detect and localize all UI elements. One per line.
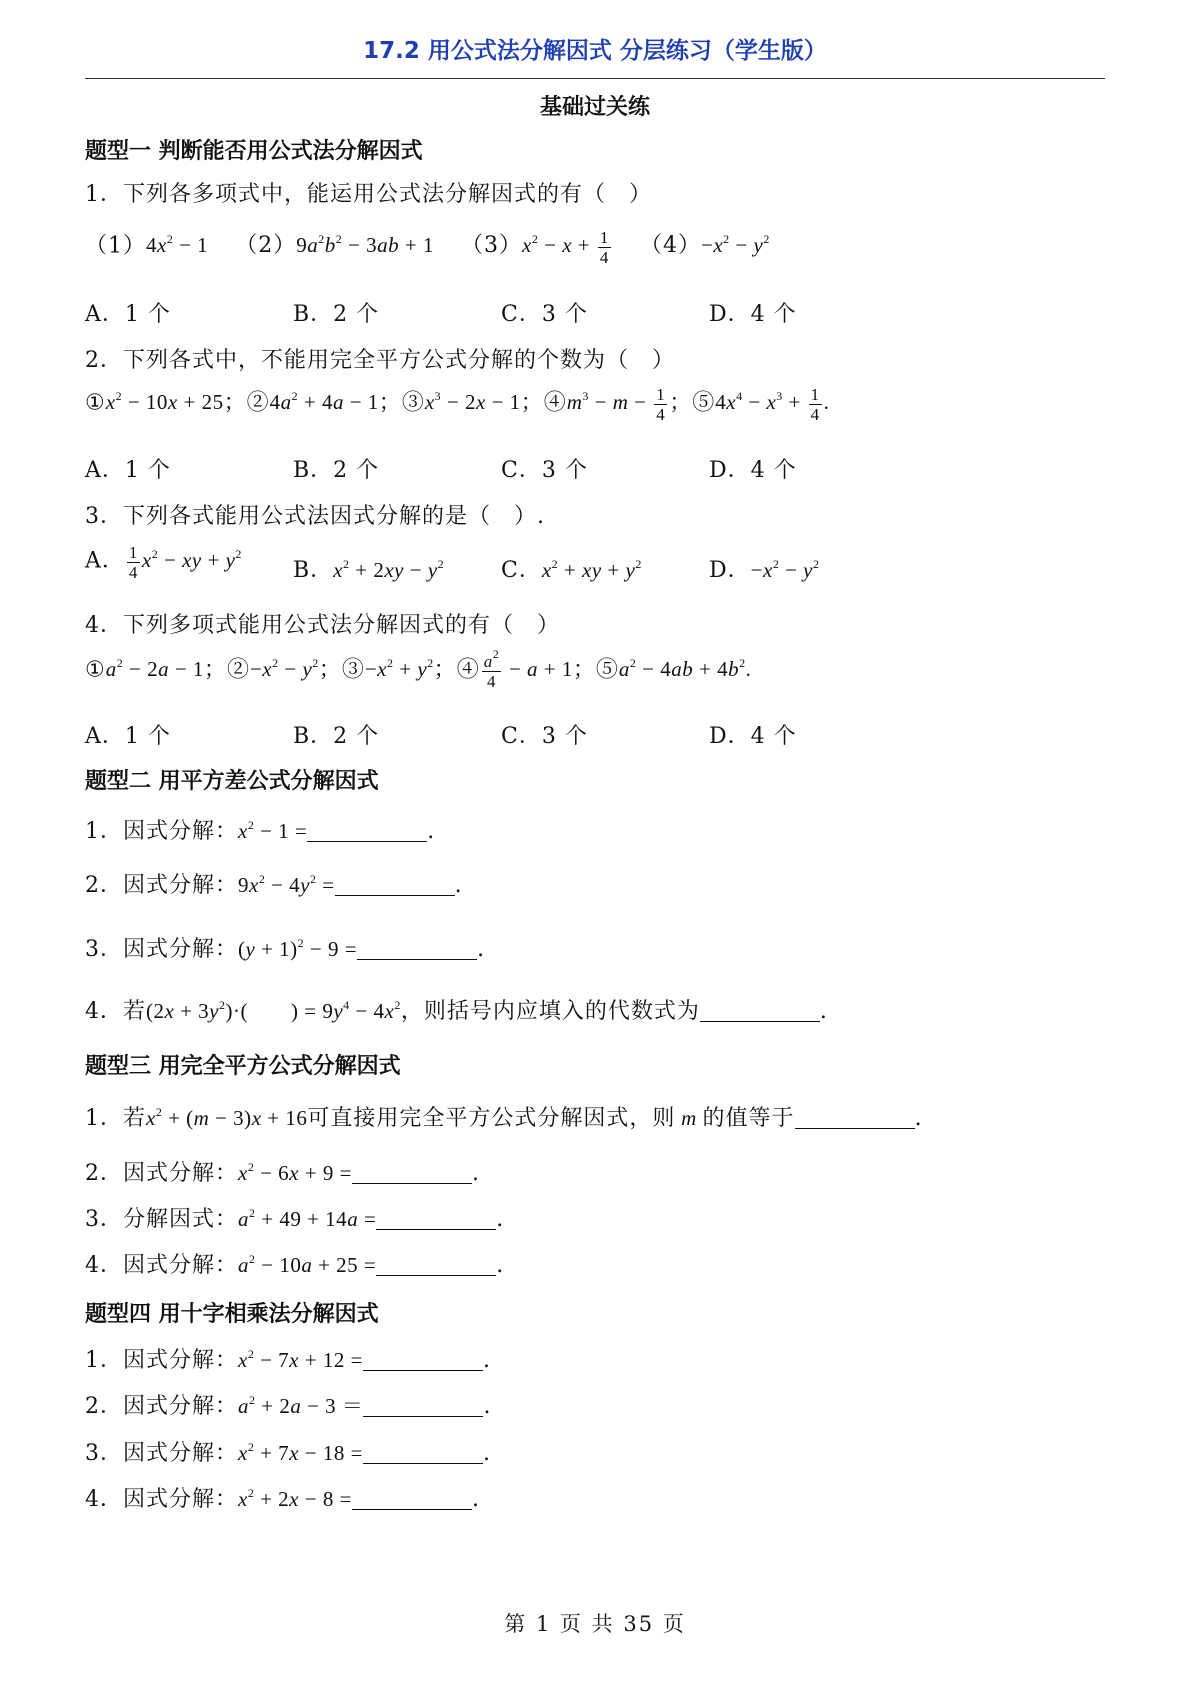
- math-expression: $-x^2 + y^2$: [364, 656, 434, 682]
- math-expression: $a^2 - 10a + 25$ =: [238, 1252, 377, 1277]
- question-stem: 4．下列多项式能用公式法分解因式的有（ ）: [85, 613, 560, 638]
- question: 3．因式分解：$(y + 1)^2 - 9$ = .: [85, 936, 486, 962]
- answer-blank[interactable]: [795, 1108, 915, 1129]
- option-row: [709, 553, 819, 584]
- section-title-4: 题型四 用十字相乘法分解因式: [85, 1302, 379, 1327]
- page-footer: 第 1 页 共 35 页: [504, 1612, 686, 1636]
- question-stem: 1．因式分解：: [85, 819, 238, 844]
- question-items: [85, 228, 770, 267]
- math-expression: $a^2 - 4ab + 4b^2$.: [618, 656, 752, 682]
- math-expression: $4x^2 - 1$: [146, 232, 209, 258]
- answer-blank[interactable]: [376, 1255, 496, 1276]
- question-stem: 2．下列各式中，不能用完全平方公式分解的个数为（ ）: [85, 348, 675, 373]
- answer-blank[interactable]: [363, 1350, 483, 1371]
- math-expression: $x^2 + 2x - 8$ =: [238, 1486, 352, 1511]
- question-stem: 3．因式分解：: [85, 1441, 238, 1466]
- math-expression: $x^2 - 1$ =: [238, 818, 308, 843]
- question-tail: ，则括号内应填入的代数式为: [400, 999, 700, 1024]
- question-stem: 3．分解因式：: [85, 1207, 238, 1232]
- item-label: ③: [341, 657, 365, 683]
- question-stem: 4．因式分解：: [85, 1253, 238, 1278]
- math-expression: $m^3 - m$ − $\frac{1}{4}$: [566, 385, 666, 424]
- question: 2．因式分解：$9x^2 - 4y^2$ = .: [85, 872, 463, 898]
- math-expression: $x^2 - x$ + $\frac{1}{4}$: [522, 228, 609, 267]
- item-label: ⑤: [692, 390, 716, 416]
- question-items: $①a^2 - 2a - 1$；$②-x^2 - y^2$；$③-x^2 + y^2$；④ $\frac{a^2}{4}$ − a + 1；$⑤a^2 - 4ab + 4b^2$.: [85, 647, 752, 691]
- item-label: （4）: [639, 233, 701, 259]
- question: 1．因式分解：$x^2 - 7x + 12$ = .: [85, 1347, 491, 1373]
- question-tail: 可直接用完全平方公式分解因式，则: [307, 1106, 676, 1131]
- item-label: ①: [85, 657, 106, 683]
- math-expression: $a^2 + 2a - 3$ ＝: [238, 1393, 364, 1418]
- option-c: C．3 个: [501, 458, 588, 483]
- math-expression: $-x^2 - y^2$: [700, 232, 770, 258]
- math-expression: $x^2 + 7x - 18$ =: [238, 1440, 363, 1465]
- section-title-3: 题型三 用完全平方公式分解因式: [85, 1054, 401, 1079]
- math-expression: $-x^2 - y^2$: [750, 557, 820, 582]
- question-stem: 4．因式分解：: [85, 1487, 238, 1512]
- item-label: ⑤: [595, 657, 619, 683]
- option-b: B．2 个: [293, 458, 380, 483]
- question: 4．若$(2x + 3y^2)\cdot$( ) = $9y^4 - 4x^2$，则括号内应填入的代数式为 .: [85, 998, 828, 1024]
- option-a: A．1 个: [85, 724, 171, 749]
- option-row: [293, 553, 444, 584]
- option-c: C．3 个: [501, 724, 588, 749]
- question: 3．分解因式：$a^2 + 49 + 14a$ = .: [85, 1206, 505, 1232]
- question-stem: 4．若: [85, 999, 146, 1024]
- document-title: 17.2 用公式法分解因式 分层练习（学生版）: [363, 38, 827, 64]
- math-expression: $a^2 - 2a - 1$: [105, 656, 204, 682]
- question: 4．因式分解：$x^2 + 2x - 8$ = .: [85, 1486, 480, 1512]
- question-stem: 1．下列各多项式中，能运用公式法分解因式的有（ ）: [85, 182, 652, 207]
- option-a: A．: [85, 548, 125, 574]
- question: 4．因式分解：$a^2 - 10a + 25$ = .: [85, 1252, 505, 1278]
- question-tail: 的值等于: [702, 1106, 795, 1131]
- option-row: [85, 543, 242, 582]
- answer-blank[interactable]: [352, 1163, 472, 1184]
- answer-blank[interactable]: [307, 821, 427, 842]
- option-b: B．2 个: [293, 724, 380, 749]
- answer-blank[interactable]: [363, 1396, 483, 1417]
- answer-blank[interactable]: [376, 1209, 496, 1230]
- question-items: $①x^2 - 10x + 25$；$②4a^2 + 4a - 1$；$③x^3 - 2x - 1$；$④m^3 - m$ − $\frac{1}{4}$ ；$⑤4x^4 - x^3$ + $\frac{1}{4}$ .: [85, 385, 830, 424]
- math-expression: $x^2$ + xy + $y^2$: [541, 557, 642, 582]
- question-stem: 1．因式分解：: [85, 1348, 238, 1373]
- answer-blank[interactable]: [335, 875, 455, 896]
- item-label: ④: [543, 390, 567, 416]
- math-expression: $(y + 1)^2 - 9$ =: [238, 936, 358, 961]
- option-a: A．1 个: [85, 458, 171, 483]
- math-expression: $4x^4 - x^3$ + $\frac{1}{4}$ .: [715, 385, 830, 424]
- math-expression: $-x^2 - y^2$: [249, 656, 319, 682]
- header-divider: [85, 78, 1105, 79]
- option-d: D．: [709, 558, 751, 583]
- option-d: D．4 个: [709, 724, 797, 749]
- question: 1．因式分解：$x^2 - 1$ = .: [85, 818, 436, 844]
- question: 3．因式分解：$x^2 + 7x - 18$ = .: [85, 1440, 491, 1466]
- option-b: B．: [293, 558, 334, 583]
- question-stem: 3．因式分解：: [85, 937, 238, 962]
- section-title-2: 题型二 用平方差公式分解因式: [85, 769, 379, 794]
- option-row: [501, 553, 642, 584]
- item-label: ③: [401, 390, 425, 416]
- option-d: D．4 个: [709, 302, 797, 327]
- item-label: ①: [85, 390, 106, 416]
- math-expression: $(2x + 3y^2)\cdot$( ) = $9y^4 - 4x^2$: [146, 998, 401, 1023]
- answer-blank[interactable]: [363, 1443, 483, 1464]
- item-label: （1）: [85, 233, 146, 259]
- math-expression: $x^2 + (m - 3)x + 16$: [146, 1105, 308, 1130]
- question: 2．因式分解：$x^2 - 6x + 9$ = .: [85, 1160, 480, 1186]
- math-expression: $x^2 - 10x + 25$: [105, 389, 224, 415]
- answer-blank[interactable]: [352, 1489, 472, 1510]
- math-expression: $9x^2 - 4y^2$ =: [238, 872, 335, 897]
- option-a: A．1 个: [85, 302, 171, 327]
- math-expression: $x^2 - 7x + 12$ =: [238, 1347, 363, 1372]
- math-expression: $9a^2b^2 - 3ab + 1$: [296, 232, 434, 258]
- item-label: ②: [246, 390, 270, 416]
- option-d: D．4 个: [709, 458, 797, 483]
- item-label: ②: [226, 657, 250, 683]
- question-stem: 1．若: [85, 1106, 146, 1131]
- math-expression: $\frac{a^2}{4}$ − a + 1: [483, 647, 573, 691]
- math-expression: $\frac{1}{4}$ $x^2$ − xy + $y^2$: [128, 543, 242, 582]
- math-expression: $x^3 - 2x - 1$: [424, 389, 521, 415]
- question-stem: 2．因式分解：: [85, 1394, 238, 1419]
- question: 1．若$x^2 + (m - 3)x + 16$可直接用完全平方公式分解因式，则 m 的值等于 .: [85, 1105, 923, 1131]
- question-stem: 2．因式分解：: [85, 873, 238, 898]
- question-stem: 2．因式分解：: [85, 1161, 238, 1186]
- answer-blank[interactable]: [700, 1001, 820, 1022]
- math-expression: $a^2 + 49 + 14a$ =: [238, 1206, 377, 1231]
- item-label: （3）: [461, 233, 523, 259]
- level-title: 基础过关练: [539, 95, 650, 120]
- item-label: ④: [456, 657, 480, 683]
- option-c: C．: [501, 558, 542, 583]
- math-expression: $x^2 + 2xy - y^2$: [333, 557, 445, 582]
- math-expression: $x^2 - 6x + 9$ =: [238, 1160, 352, 1185]
- math-expression: $4a^2 + 4a - 1$: [269, 389, 379, 415]
- item-label: （2）: [235, 233, 297, 259]
- option-b: B．2 个: [293, 302, 380, 327]
- question-stem: 3．下列各式能用公式法因式分解的是（ ）.: [85, 504, 545, 529]
- option-c: C．3 个: [501, 302, 588, 327]
- question: 2．因式分解：$a^2 + 2a - 3$ ＝ .: [85, 1393, 492, 1419]
- section-title-1: 题型一 判断能否用公式法分解因式: [85, 139, 423, 164]
- answer-blank[interactable]: [357, 939, 477, 960]
